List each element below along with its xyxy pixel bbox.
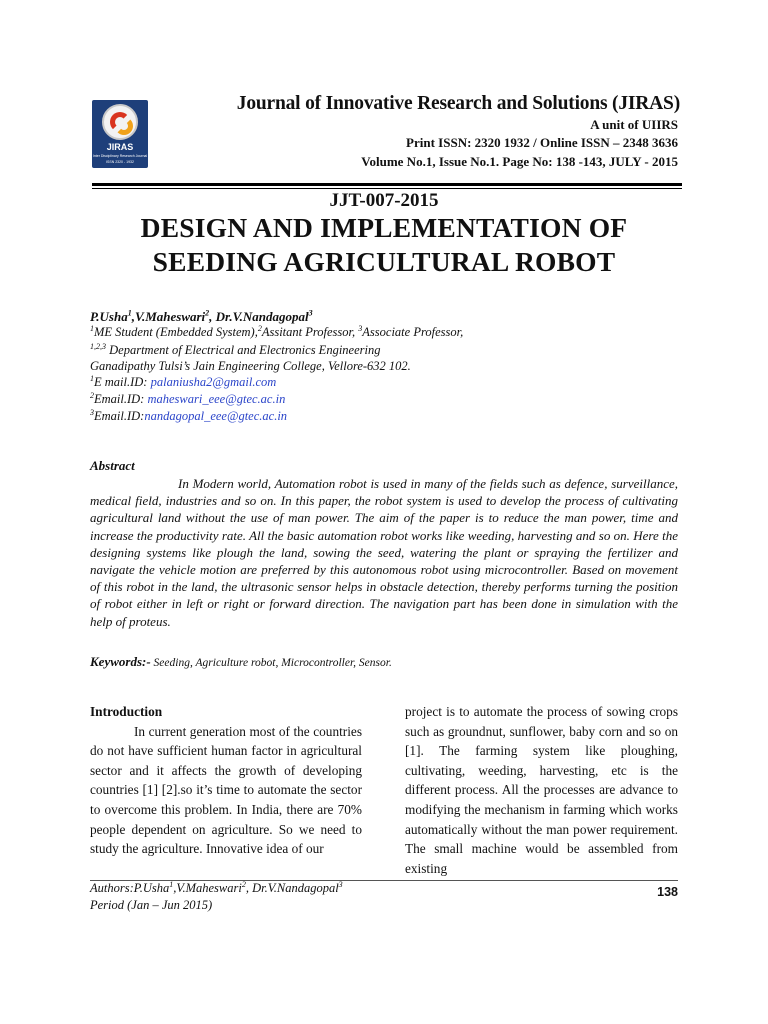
role-3: Associate Professor,	[362, 325, 464, 339]
logo-emblem	[102, 104, 138, 140]
journal-logo	[92, 100, 148, 168]
header-rule-thin	[92, 188, 682, 189]
author-3: , Dr.V.Nandagopal	[209, 309, 309, 324]
footer-author-2-sup: 2	[241, 879, 246, 889]
role-2-sup: 2	[257, 323, 262, 333]
email-3-sup: 3	[90, 407, 94, 417]
logo-tagline: Inter Disciplinary Research Journal	[92, 154, 148, 158]
email-1-label: E mail.ID:	[94, 375, 151, 389]
email-1	[90, 375, 276, 390]
footer-author-3-sup: 3	[338, 879, 343, 889]
author-list	[90, 309, 313, 325]
role-3-sup: 3	[358, 323, 363, 333]
email-3-link[interactable]: nandagopal_eee@gtec.ac.in	[144, 409, 288, 423]
affiliation-department	[90, 343, 380, 358]
footer-author-2: ,V.Maheswari	[173, 881, 242, 895]
keywords-values: Seeding, Agriculture robot, Microcontroller, Sensor.	[150, 657, 392, 669]
footer-author-1-sup: 1	[169, 879, 174, 889]
role-1-sup: 1	[90, 323, 94, 333]
section-heading-introduction: Introduction	[90, 704, 163, 719]
logo-issn: ISSN 2320 - 1932	[106, 160, 134, 164]
email-1-link[interactable]: palaniusha2@gmail.com	[150, 375, 277, 389]
footer-info	[90, 880, 343, 914]
email-3	[90, 409, 287, 424]
role-2: Assitant Professor,	[261, 325, 359, 339]
footer-period: Period (Jan – Jun 2015)	[90, 898, 213, 912]
journal-title: Journal of Innovative Research and Solutions (JIRAS)	[236, 93, 680, 114]
page-number: 138	[657, 885, 678, 899]
email-2-link[interactable]: maheswari_eee@gtec.ac.in	[147, 392, 286, 406]
intro-paragraph-right: project is to automate the process of sowing crops such as groundnut, sunflower, baby corn and so on [1]. The farming system like ploughing, cultivating, weeding, harvesting, etc is the different process. All the processes are advance to modifying the mechanism in farming which works automatically without the man power requirement. The small machine would be assembled from existing	[405, 704, 678, 876]
paper-code: JJT-007-2015	[329, 190, 439, 211]
logo-orange-swoosh	[115, 117, 133, 135]
department-text: Department of Electrical and Electronics Engineering	[106, 343, 381, 357]
department-sup: 1,2,3	[90, 341, 106, 351]
role-1: ME Student (Embedded System),	[94, 325, 258, 339]
affiliation-college: Ganadipathy Tulsi’s Jain Engineering College, Vellore-632 102.	[90, 359, 411, 373]
email-2-label: Email.ID:	[94, 392, 148, 406]
affiliation-roles	[90, 325, 463, 340]
abstract-text: In Modern world, Automation robot is used in many of the fields such as defence, surveillance, medical field, industries and so on. In this paper, the robot system is used to develop the process of cultivating agricultural land without the use of man power. The aim of the paper is to reduce the man power, time and increase the productivity rate. All the basic automation robot works like weeding, harvesting and so on. Here the designing systems like plough the land, sowing the seed, watering the plant or spraying the fertilizer and navigate the vehicle motion are preferred by this autonomous robot using microcontroller. Based on movement of this robot in the land, the ultrasonic sensor helps in obstacle detection, thereby performs turning the position of robot either in left or right or forward direction. The navigation part has been done in simulation with the help of proteus.	[90, 476, 678, 629]
footer-authors	[90, 880, 343, 897]
journal-unit: A unit of UIIRS	[590, 117, 678, 132]
email-3-label: Email.ID:	[94, 409, 145, 423]
author-3-sup: 3	[308, 308, 313, 318]
abstract-heading: Abstract	[90, 458, 135, 473]
keywords-label: Keywords:-	[90, 654, 151, 669]
footer-author-1: Authors:P.Usha	[90, 881, 170, 895]
keywords	[90, 654, 392, 670]
intro-paragraph-left: In current generation most of the countries do not have sufficient human factor in agricultural sector and it affects the growth of developing countries [1] [2].so it’s time to automate the sector to overcome this problem. In India, there are 70% people dependent on agriculture. So we need to study the agriculture. Innovative idea of our	[90, 723, 362, 857]
author-1: P.Usha	[90, 309, 128, 324]
column-left	[90, 702, 362, 859]
footer-author-3: , Dr.V.Nandagopal	[245, 881, 339, 895]
logo-name: JIRAS	[106, 142, 134, 152]
email-2	[90, 392, 285, 407]
journal-issn: Print ISSN: 2320 1932 / Online ISSN – 2348 3636	[406, 135, 678, 150]
journal-volume: Volume No.1, Issue No.1. Page No: 138 -143, JULY - 2015	[361, 154, 678, 169]
column-right	[405, 702, 678, 878]
email-1-sup: 1	[90, 373, 94, 383]
abstract-body	[90, 475, 678, 630]
author-2: ,V.Maheswari	[131, 309, 206, 324]
email-2-sup: 2	[90, 390, 94, 400]
paper-title-line2: SEEDING AGRICULTURAL ROBOT	[152, 246, 616, 277]
author-1-sup: 1	[127, 308, 132, 318]
header-rule-thick	[92, 183, 682, 186]
paper-title-line1: DESIGN AND IMPLEMENTATION OF	[140, 212, 628, 243]
author-2-sup: 2	[205, 308, 210, 318]
